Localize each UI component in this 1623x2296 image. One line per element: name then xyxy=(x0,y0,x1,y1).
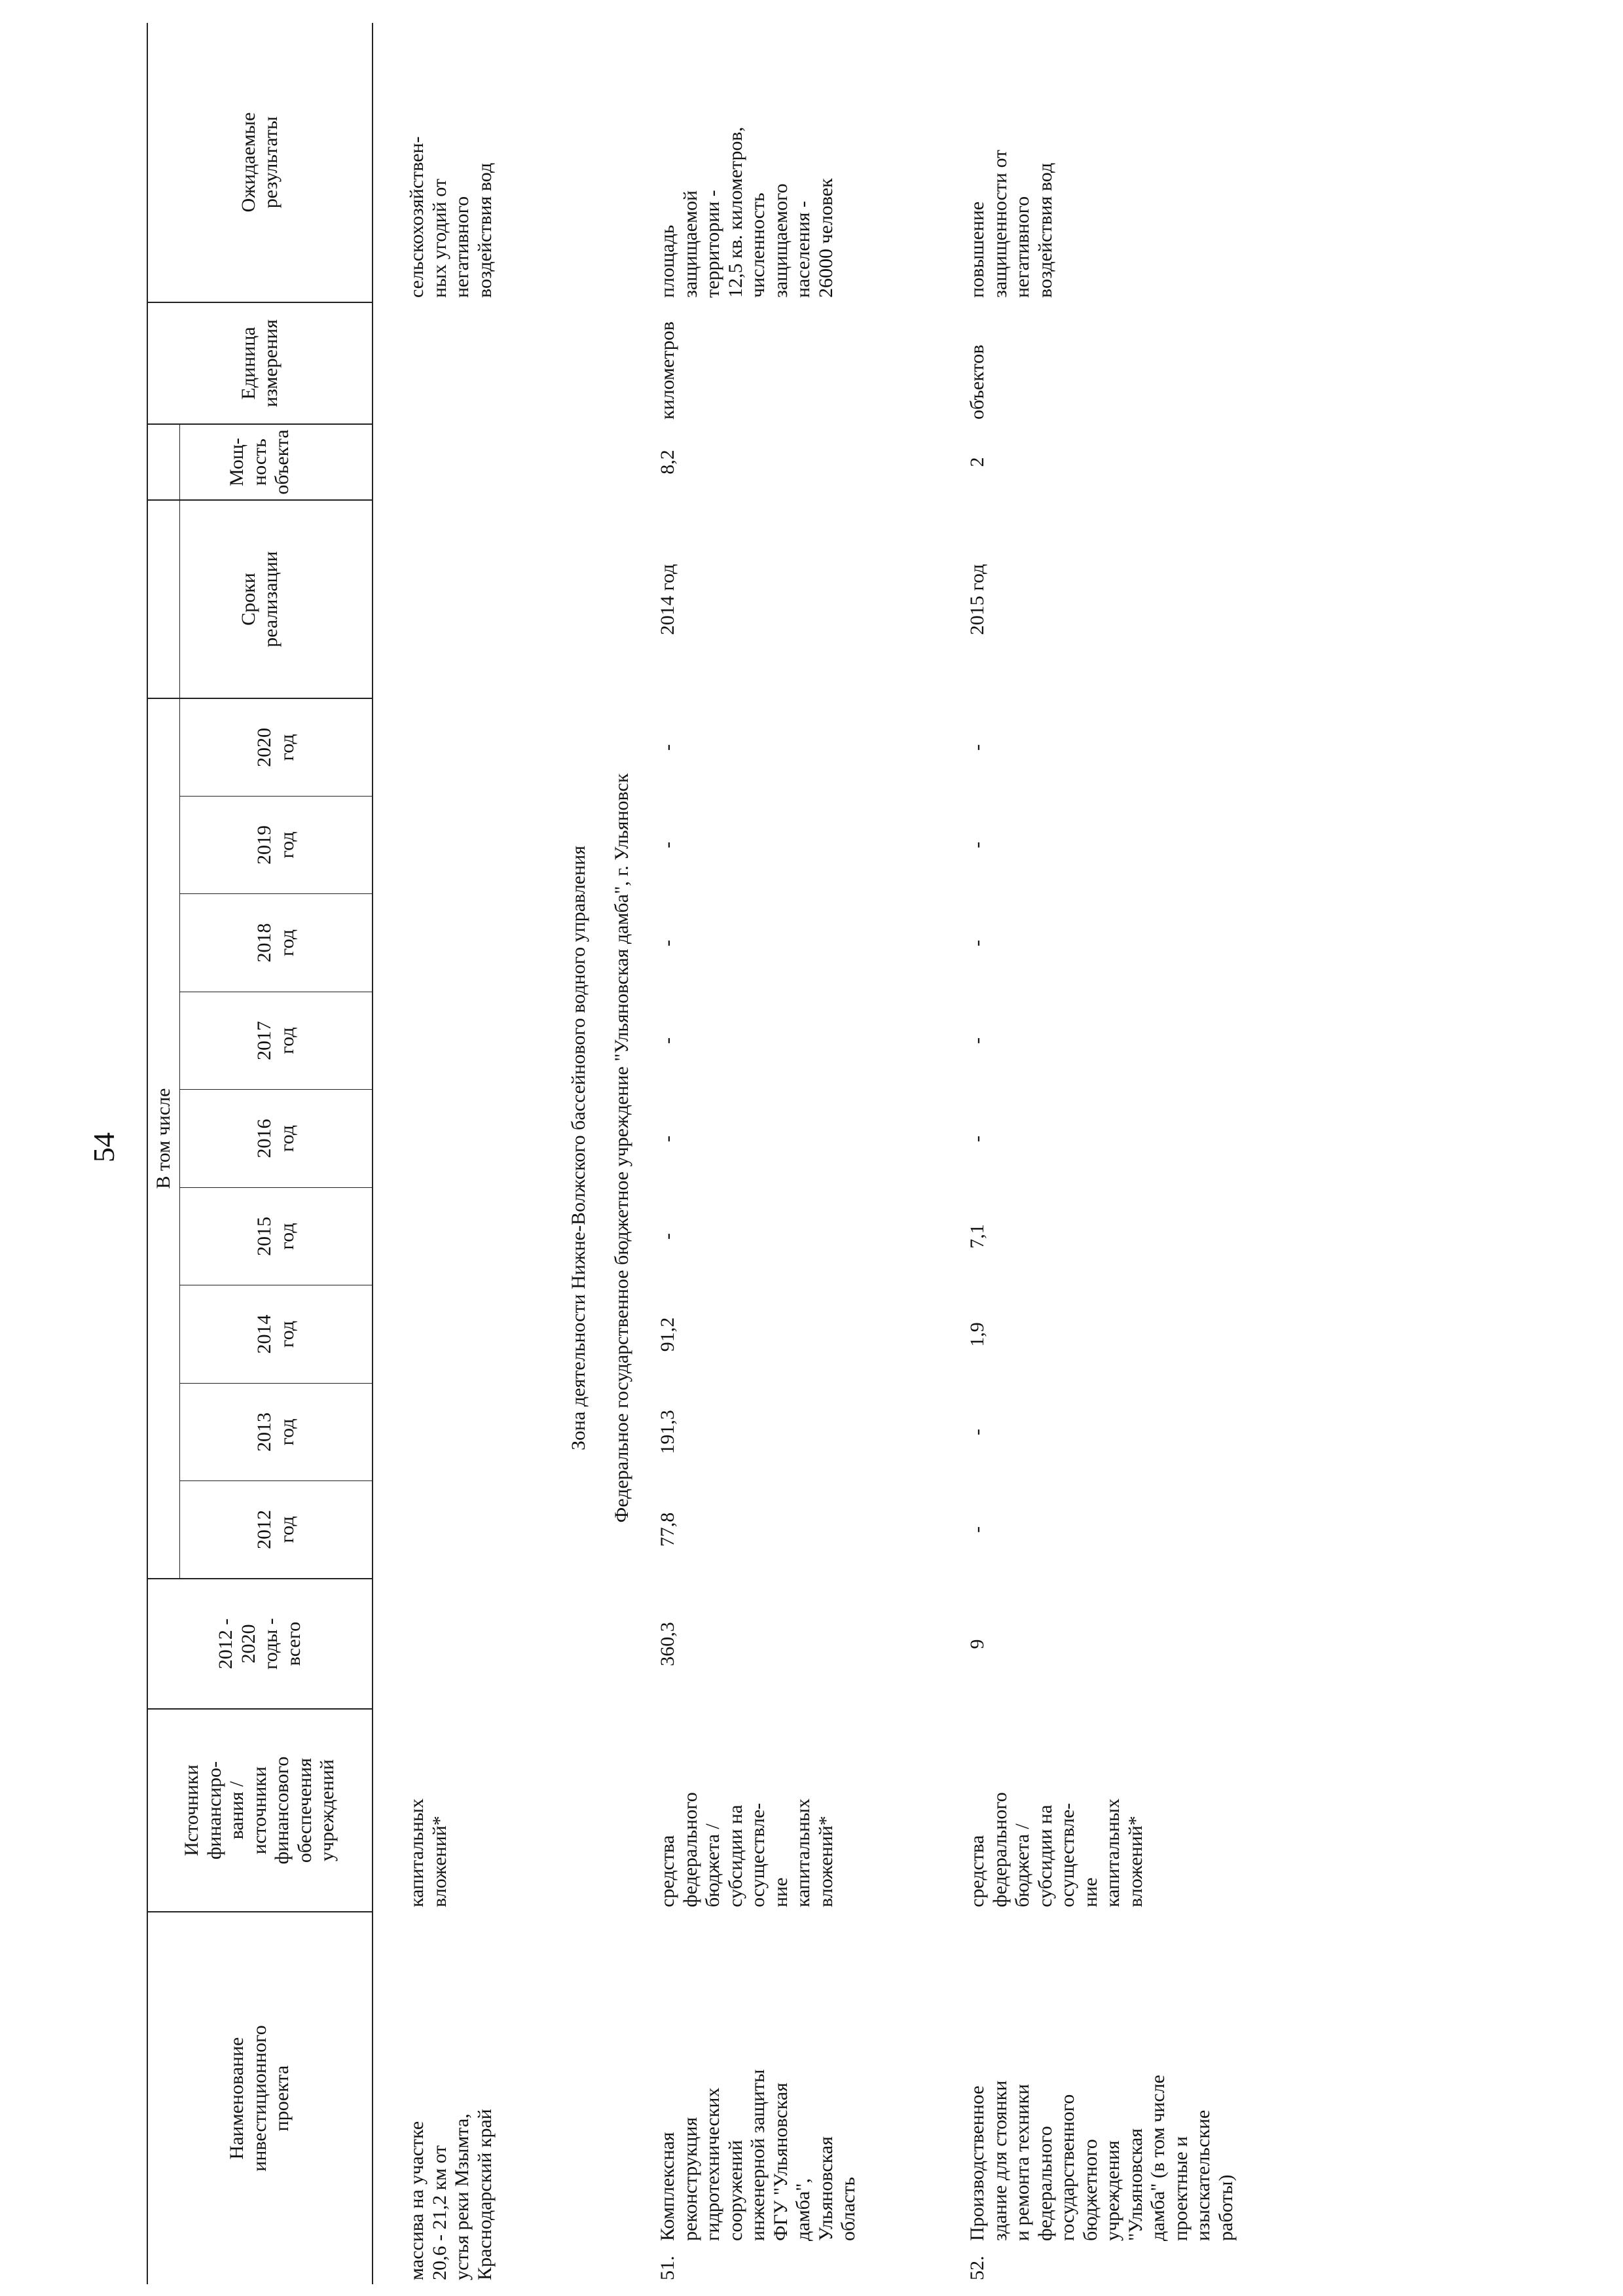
header-project-name: Наименование инвестиционного проекта xyxy=(226,2025,293,2172)
row-52-term: 2015 год xyxy=(966,564,988,636)
row-51-year-2018: - xyxy=(657,940,678,946)
row-51-source: средства федерального бюджета / субсидии на осуществле- ние капитальных вложений* xyxy=(657,1792,837,1907)
row-51-unit: километров xyxy=(657,321,678,420)
table-header-bottom-border xyxy=(372,23,373,2284)
header-year-2019: 2019 год xyxy=(253,825,298,865)
row-52-year-2017: - xyxy=(966,1037,988,1044)
header-in-that-number: В том числе xyxy=(152,1088,174,1189)
row-52-year-2014: 1,9 xyxy=(966,1322,988,1347)
continuation-results: сельскохозяйствен- ных угодий от негативного воздействия вод xyxy=(406,136,496,298)
row-51-year-2017: - xyxy=(657,1037,678,1044)
row-51-total: 360,3 xyxy=(657,1622,678,1666)
row-52-year-2013: - xyxy=(966,1429,988,1435)
zone-title: Зона деятельности Нижне-Волжского бассейнового водного управления xyxy=(568,846,589,1450)
row-52-total: 9 xyxy=(966,1639,988,1649)
row-52-year-2018: - xyxy=(966,940,988,946)
header-expected-results: Ожидаемые результаты xyxy=(237,112,282,213)
header-unit: Единица измерения xyxy=(237,319,282,408)
row-52-year-2019: - xyxy=(966,842,988,848)
row-52-capacity: 2 xyxy=(966,457,988,467)
row-52-year-2020: - xyxy=(966,744,988,751)
header-year-2016: 2016 год xyxy=(253,1119,298,1158)
row-51-term: 2014 год xyxy=(657,564,678,636)
institution-title: Федеральное государственное бюджетное учреждение "Ульяновская дамба", г. Ульяновск xyxy=(611,773,632,1523)
header-year-2015: 2015 год xyxy=(253,1217,298,1256)
row-51-year-2014: 91,2 xyxy=(657,1317,678,1352)
row-52-results: повышение защищенности от негативного воздействия вод xyxy=(966,149,1056,298)
row-51-year-2012: 77,8 xyxy=(657,1512,678,1547)
row-52-source: средства федерального бюджета / субсидии на осуществле- ние капитальных вложений* xyxy=(966,1792,1146,1907)
row-51-number: 51. xyxy=(657,2255,678,2280)
header-year-2012: 2012 год xyxy=(253,1510,298,1549)
header-year-2020: 2020 год xyxy=(253,728,298,767)
row-52-number: 52. xyxy=(966,2255,988,2280)
row-51-year-2016: - xyxy=(657,1136,678,1142)
row-51-results: площадь защищаемой территории - 12,5 кв. километров, численность защищаемого населения - 26000 человек xyxy=(657,126,837,298)
header-year-2017: 2017 год xyxy=(253,1021,298,1060)
row-51-capacity: 8,2 xyxy=(657,450,678,475)
header-financing-sources: Источники финансиро- вания / источники финансового обеспечения учреждений xyxy=(181,1756,338,1865)
header-year-2018: 2018 год xyxy=(253,923,298,963)
header-year-2014: 2014 год xyxy=(253,1314,298,1354)
row-51-year-2013: 191,3 xyxy=(657,1410,678,1454)
continuation-project-name: массива на участке 20,6 - 21,2 км от устья реки Мзымта, Краснодарский край xyxy=(406,2109,496,2280)
header-year-2013: 2013 год xyxy=(253,1412,298,1452)
page-number: 54 xyxy=(87,1132,120,1162)
row-51-year-2019: - xyxy=(657,842,678,848)
row-52-year-2016: - xyxy=(966,1136,988,1142)
row-52-unit: объектов xyxy=(966,344,988,420)
row-52-year-2015: 7,1 xyxy=(966,1224,988,1249)
header-capacity: Мощ- ность объекта xyxy=(226,429,293,495)
row-51-year-2020: - xyxy=(657,744,678,751)
continuation-source: капитальных вложений* xyxy=(406,1798,450,1907)
header-total: 2012 - 2020 годы - всего xyxy=(215,1618,304,1670)
row-51-project-name: Комплексная реконструкция гидротехнических сооружений инженерной защиты ФГУ "Ульяновская дамба", Ульяновская область xyxy=(657,2069,859,2241)
header-terms: Сроки реализации xyxy=(237,551,282,647)
row-52-year-2012: - xyxy=(966,1526,988,1533)
row-52-project-name: Производственное здание для стоянки и ремонта техники федерального государственного бюджетного учреждения "Ульяновская дамба" (в том числе проектные и изыскательские работы) xyxy=(966,2075,1237,2241)
row-51-year-2015: - xyxy=(657,1233,678,1240)
